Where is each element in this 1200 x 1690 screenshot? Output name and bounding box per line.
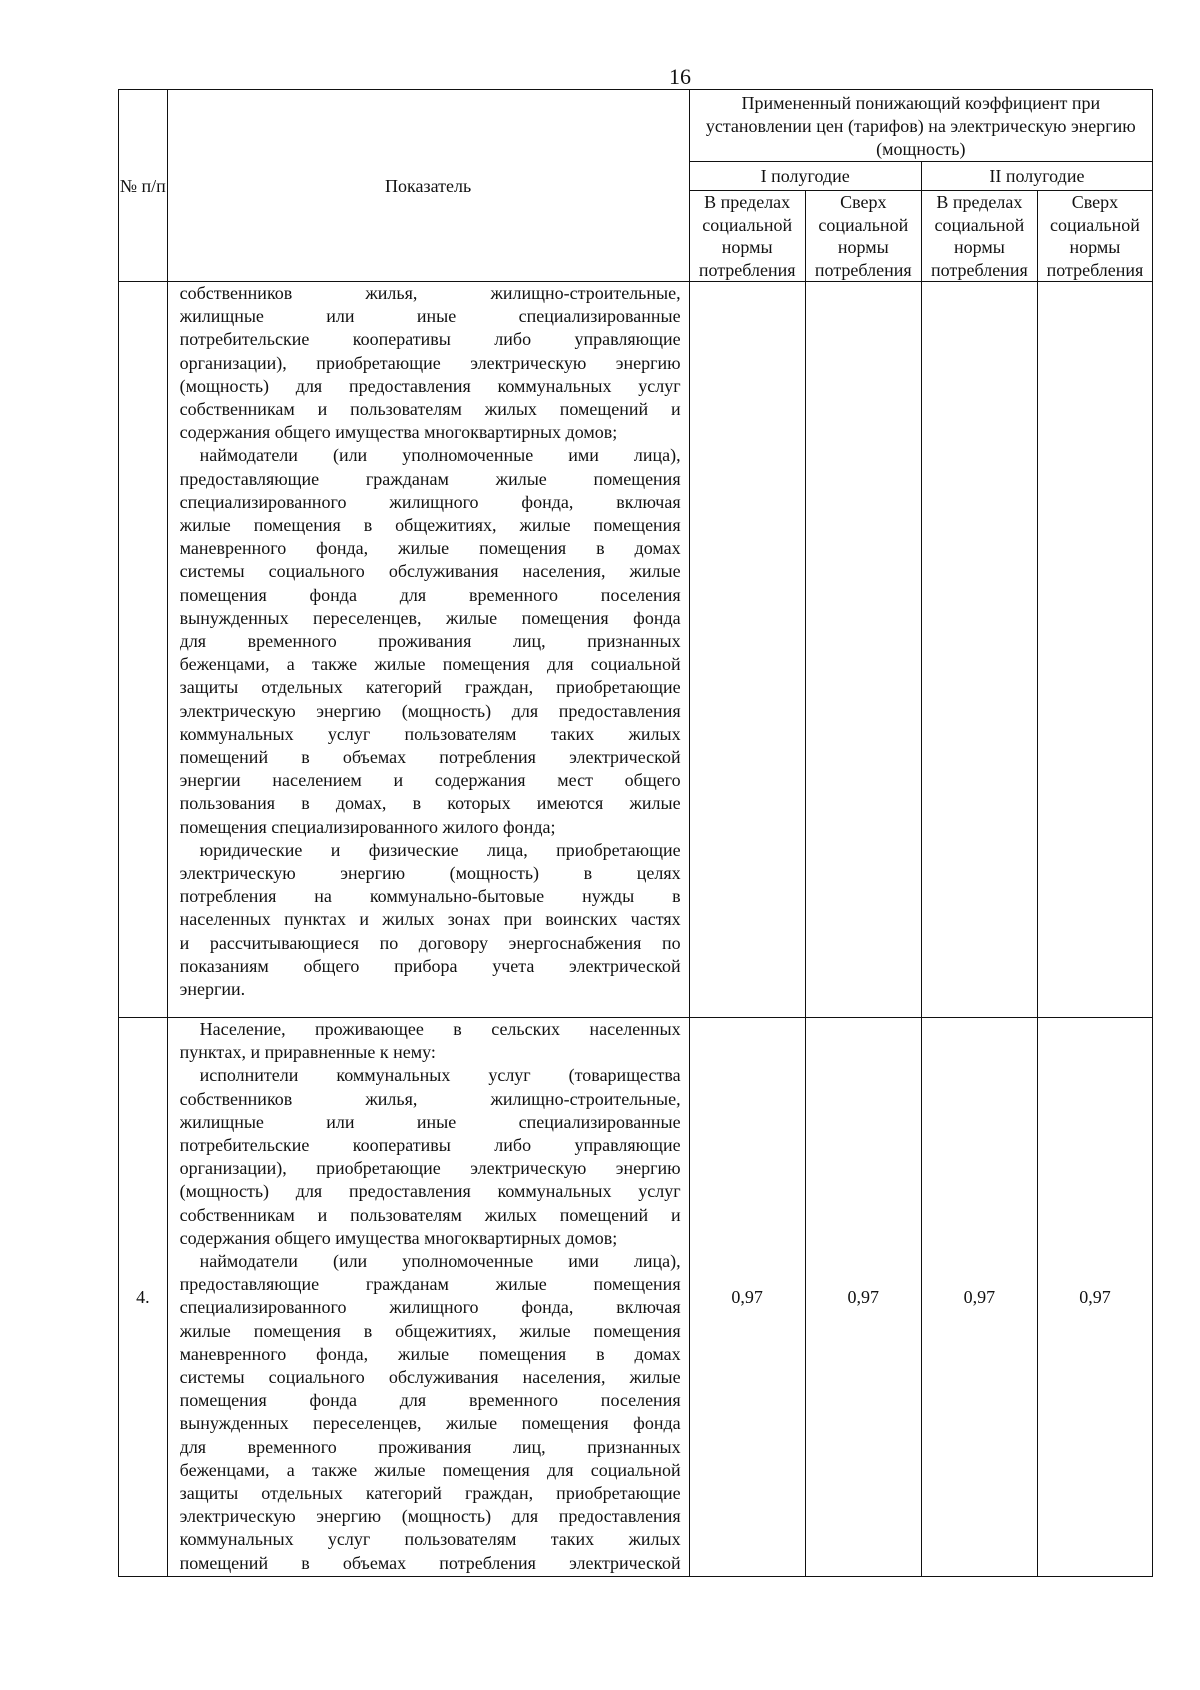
description-line: коммунальных услуг пользователям таких жилых bbox=[179, 1529, 681, 1550]
description-line: потребительские кооперативы либо управляющие bbox=[179, 329, 681, 350]
description-line: содержания общего имущества многоквартирных домов; bbox=[179, 422, 618, 443]
description-line: помещений в объемах потребления электрической bbox=[179, 747, 681, 768]
table-row bbox=[119, 282, 1153, 1018]
row-number: 4. bbox=[119, 1018, 168, 1577]
description-line: организации), приобретающие электрическую энергию bbox=[179, 1158, 681, 1179]
description-line: наймодатели (или уполномоченные ими лица), bbox=[199, 445, 681, 466]
row-number bbox=[119, 282, 168, 1018]
description-line: потребления на коммунально-бытовые нужды в bbox=[179, 886, 681, 907]
description-line: маневренного фонда, жилые помещения в домах bbox=[179, 538, 681, 559]
description-line: населенных пунктах и жилых зонах при воинских частях bbox=[179, 909, 681, 930]
description-line: энергии населением и содержания мест общего bbox=[179, 770, 681, 791]
description-line: специализированного жилищного фонда, включая bbox=[179, 1297, 681, 1318]
description-line: беженцами, а также жилые помещения для социальной bbox=[179, 654, 681, 675]
header-h1-within-norm: В пределах социальной нормы потребления bbox=[689, 191, 805, 282]
description-line: защиты отдельных категорий граждан, приобретающие bbox=[179, 677, 681, 698]
header-h2-within-norm: В пределах социальной нормы потребления bbox=[921, 191, 1037, 282]
description-line: предоставляющие гражданам жилые помещения bbox=[179, 1274, 681, 1295]
value-h1-within: 0,97 bbox=[689, 1018, 805, 1577]
header-half-year-1: I полугодие bbox=[689, 162, 921, 191]
description-line: электрическую энергию (мощность) в целях bbox=[179, 863, 681, 884]
description-line: жилые помещения в общежитиях, жилые помещения bbox=[179, 1320, 681, 1341]
table-row bbox=[119, 1018, 1153, 1577]
description-line: специализированного жилищного фонда, включая bbox=[179, 491, 681, 512]
page-number: 16 bbox=[669, 64, 691, 89]
description-line: помещения специализированного жилого фонда; bbox=[179, 816, 556, 837]
value-h2-within: 0,97 bbox=[921, 1018, 1037, 1577]
description-line: для временного проживания лиц, признанных bbox=[179, 631, 681, 652]
description-line: исполнители коммунальных услуг (товарищества bbox=[199, 1065, 681, 1086]
description-line: помещения фонда для временного поселения bbox=[179, 584, 681, 605]
description-line: электрическую энергию (мощность) для предоставления bbox=[179, 700, 681, 721]
tariff-coefficient-table bbox=[118, 89, 1153, 1577]
value-h2-above: 0,97 bbox=[1037, 1018, 1152, 1577]
description-line: собственников жилья, жилищно-строительные, bbox=[179, 283, 681, 303]
description-line: для временного проживания лиц, признанных bbox=[179, 1436, 681, 1457]
description-line: системы социального обслуживания населения, жилые bbox=[179, 561, 681, 582]
description-line: беженцами, а также жилые помещения для социальной bbox=[179, 1459, 681, 1480]
description-line: маневренного фонда, жилые помещения в домах bbox=[179, 1343, 681, 1364]
description-line: вынужденных переселенцев, жилые помещения фонда bbox=[179, 1413, 681, 1434]
header-h1-above-norm: Сверх социальной нормы потребления bbox=[805, 191, 921, 282]
description-line: юридические и физические лица, приобретающие bbox=[199, 839, 681, 860]
header-half-year-2: II полугодие bbox=[921, 162, 1152, 191]
description-line: помещения фонда для временного поселения bbox=[179, 1390, 681, 1411]
description-line: Население, проживающее в сельских населенных bbox=[199, 1019, 681, 1039]
description-line: собственникам и пользователям жилых помещений и bbox=[179, 1204, 681, 1225]
description-line: пользования в домах, в которых имеются жилые bbox=[179, 793, 681, 814]
description-line: вынужденных переселенцев, жилые помещения фонда bbox=[179, 607, 681, 628]
description-line: жилые помещения в общежитиях, жилые помещения bbox=[179, 515, 681, 536]
description-line: пунктах, и приравненные к нему: bbox=[179, 1042, 436, 1063]
description-line: защиты отдельных категорий граждан, приобретающие bbox=[179, 1483, 681, 1504]
description-line: потребительские кооперативы либо управляющие bbox=[179, 1135, 681, 1156]
header-row-number: № п/п bbox=[119, 90, 168, 282]
description-line: энергии. bbox=[179, 979, 246, 1000]
header-coefficient: Примененный понижающий коэффициент при установлении цен (тарифов) на электрическую энергию (мощность) bbox=[689, 90, 1152, 162]
description-line: содержания общего имущества многоквартирных домов; bbox=[179, 1227, 618, 1248]
value-h1-within bbox=[689, 282, 805, 1018]
value-h2-within bbox=[921, 282, 1037, 1018]
indicator-description bbox=[167, 282, 689, 1018]
description-line: жилищные или иные специализированные bbox=[179, 1111, 681, 1132]
value-h1-above: 0,97 bbox=[805, 1018, 921, 1577]
description-line: показаниям общего прибора учета электрической bbox=[179, 955, 681, 976]
value-h2-above bbox=[1037, 282, 1152, 1018]
description-line: предоставляющие гражданам жилые помещения bbox=[179, 468, 681, 489]
description-line: наймодатели (или уполномоченные ими лица), bbox=[199, 1251, 681, 1272]
description-line: собственников жилья, жилищно-строительные, bbox=[179, 1088, 681, 1109]
header-h2-above-norm: Сверх социальной нормы потребления bbox=[1037, 191, 1152, 282]
description-line: организации), приобретающие электрическую энергию bbox=[179, 352, 681, 373]
description-line: электрическую энергию (мощность) для предоставления bbox=[179, 1506, 681, 1527]
description-line: и рассчитывающиеся по договору энергоснабжения по bbox=[179, 932, 681, 953]
description-line: (мощность) для предоставления коммунальных услуг bbox=[179, 1181, 681, 1202]
description-line: коммунальных услуг пользователям таких жилых bbox=[179, 723, 681, 744]
description-line: системы социального обслуживания населения, жилые bbox=[179, 1367, 681, 1388]
description-line: жилищные или иные специализированные bbox=[179, 306, 681, 327]
description-line: (мощность) для предоставления коммунальных услуг bbox=[179, 375, 681, 396]
description-line: помещений в объемах потребления электрической bbox=[179, 1552, 681, 1573]
header-indicator: Показатель bbox=[167, 90, 689, 282]
value-h1-above bbox=[805, 282, 921, 1018]
description-line: собственникам и пользователям жилых помещений и bbox=[179, 399, 681, 420]
indicator-description bbox=[167, 1018, 689, 1577]
